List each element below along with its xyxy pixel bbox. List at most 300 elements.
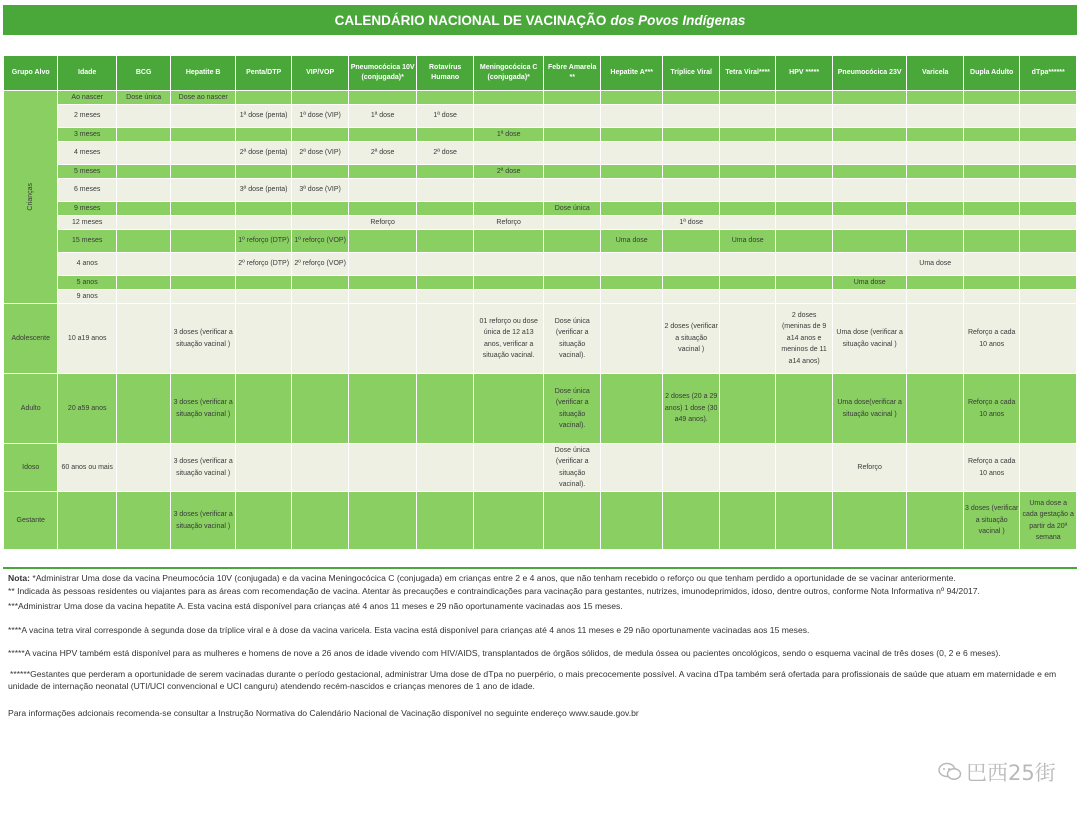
dose-cell: [348, 91, 417, 105]
age-cell: 10 a19 anos: [58, 304, 116, 374]
dose-cell: [235, 202, 291, 216]
column-header: Rotavírus Humano: [417, 56, 473, 91]
dose-cell: [235, 304, 291, 374]
dose-cell: [544, 290, 600, 304]
dose-cell: 1ª dose: [663, 216, 719, 230]
dose-cell: [907, 444, 963, 492]
table-row: [4, 304, 1077, 374]
dose-cell: [116, 290, 170, 304]
dose-cell: 3ª dose (VIP): [292, 179, 348, 202]
age-cell: 20 a59 anos: [58, 374, 116, 444]
dose-cell: [348, 290, 417, 304]
dose-cell: [544, 276, 600, 290]
dose-cell: [417, 304, 473, 374]
dose-cell: [235, 128, 291, 142]
column-header: Idade: [58, 56, 116, 91]
column-header: Penta/DTP: [235, 56, 291, 91]
dose-cell: [417, 276, 473, 290]
dose-cell: [544, 142, 600, 165]
dose-cell: [719, 253, 775, 276]
dose-cell: Uma dose: [719, 230, 775, 253]
dose-cell: [292, 492, 348, 550]
dose-cell: Reforço a cada 10 anos: [963, 444, 1019, 492]
dose-cell: 2º reforço (DTP): [235, 253, 291, 276]
group-cell: Idoso: [4, 444, 58, 492]
dose-cell: 2º reforço (VOP): [292, 253, 348, 276]
age-cell: 5 meses: [58, 165, 116, 179]
dose-cell: [963, 142, 1019, 165]
dose-cell: 2ª dose: [473, 165, 544, 179]
dose-cell: [1020, 91, 1077, 105]
dose-cell: [116, 165, 170, 179]
dose-cell: 3 doses (verificar a situação vacinal ): [171, 492, 236, 550]
dose-cell: [235, 165, 291, 179]
note-1-text: *Administrar Uma dose da vacina Pneumocócia 10V (conjugada) e da vacina Meningocócica C (conjugada) em crianças entre 2 e 4 anos, que não tenham recebido o reforço ou que tenham perdido a oportunidade de se vacinar anteriormente.: [32, 573, 956, 583]
dose-cell: [600, 216, 663, 230]
dose-cell: [1020, 142, 1077, 165]
table-row: [4, 276, 1077, 290]
dose-cell: [832, 290, 907, 304]
dose-cell: [600, 304, 663, 374]
dose-cell: Dose única (verificar a situação vacinal).: [544, 304, 600, 374]
dose-cell: [719, 374, 775, 444]
dose-cell: Dose ao nascer: [171, 91, 236, 105]
dose-cell: [292, 128, 348, 142]
dose-cell: 2 doses (meninas de 9 a14 anos e meninos de 11 a14 anos): [776, 304, 832, 374]
dose-cell: 1º reforço (DTP): [235, 230, 291, 253]
dose-cell: [963, 165, 1019, 179]
dose-cell: [907, 142, 963, 165]
watermark-text: 巴西25街: [966, 761, 1056, 785]
dose-cell: [348, 304, 417, 374]
dose-cell: 3ª dose (penta): [235, 179, 291, 202]
dose-cell: Uma dose: [600, 230, 663, 253]
dose-cell: [907, 304, 963, 374]
age-cell: [58, 492, 116, 550]
dose-cell: 2 doses (verificar a situação vacinal ): [663, 304, 719, 374]
dose-cell: [116, 444, 170, 492]
dose-cell: [348, 253, 417, 276]
dose-cell: [171, 276, 236, 290]
dose-cell: [544, 91, 600, 105]
dose-cell: [776, 216, 832, 230]
dose-cell: [116, 179, 170, 202]
dose-cell: [473, 492, 544, 550]
dose-cell: 1ª dose (penta): [235, 105, 291, 128]
dose-cell: [963, 216, 1019, 230]
dose-cell: [963, 105, 1019, 128]
dose-cell: [116, 105, 170, 128]
dose-cell: [600, 105, 663, 128]
dose-cell: Reforço a cada 10 anos: [963, 304, 1019, 374]
dose-cell: [719, 179, 775, 202]
dose-cell: [832, 253, 907, 276]
age-cell: 2 meses: [58, 105, 116, 128]
dose-cell: [963, 91, 1019, 105]
table-row: [4, 230, 1077, 253]
dose-cell: [1020, 304, 1077, 374]
dose-cell: [832, 492, 907, 550]
column-header: Febre Amarela **: [544, 56, 600, 91]
dose-cell: [832, 165, 907, 179]
dose-cell: [600, 128, 663, 142]
dose-cell: [719, 105, 775, 128]
dose-cell: Uma dose(verificar a situação vacinal ): [832, 374, 907, 444]
dose-cell: [907, 105, 963, 128]
column-header: Meningocócica C (conjugada)*: [473, 56, 544, 91]
dose-cell: [1020, 374, 1077, 444]
column-header: Hepatite B: [171, 56, 236, 91]
dose-cell: [116, 304, 170, 374]
dose-cell: [600, 374, 663, 444]
dose-cell: [719, 444, 775, 492]
dose-cell: [600, 91, 663, 105]
title-italic: dos Povos Indígenas: [610, 12, 746, 28]
watermark: [938, 757, 1056, 787]
dose-cell: [600, 444, 663, 492]
dose-cell: [348, 492, 417, 550]
title-main: CALENDÁRIO NACIONAL DE VACINAÇÃO: [334, 12, 607, 28]
dose-cell: 1ª dose: [417, 105, 473, 128]
dose-cell: [417, 290, 473, 304]
dose-cell: [417, 165, 473, 179]
dose-cell: [544, 230, 600, 253]
dose-cell: [1020, 105, 1077, 128]
note-3: ***Administrar Uma dose da vacina hepatite A. Esta vacina está disponível para crianças até 4 anos 11 meses e 29 não oportunamente vacinadas aos 15 meses.: [8, 601, 623, 611]
dose-cell: [776, 374, 832, 444]
dose-cell: [417, 128, 473, 142]
dose-cell: [663, 165, 719, 179]
dose-cell: [544, 165, 600, 179]
age-cell: Ao nascer: [58, 91, 116, 105]
dose-cell: [235, 444, 291, 492]
dose-cell: [600, 290, 663, 304]
dose-cell: [719, 304, 775, 374]
dose-cell: [171, 128, 236, 142]
group-cell: Adolescente: [4, 304, 58, 374]
dose-cell: [600, 142, 663, 165]
dose-cell: [600, 276, 663, 290]
dose-cell: [776, 492, 832, 550]
dose-cell: [600, 492, 663, 550]
table-row: [4, 179, 1077, 202]
dose-cell: [235, 290, 291, 304]
dose-cell: [235, 91, 291, 105]
column-header: VIP/VOP: [292, 56, 348, 91]
dose-cell: [171, 290, 236, 304]
dose-cell: [292, 202, 348, 216]
column-header: dTpa******: [1020, 56, 1077, 91]
dose-cell: Reforço: [473, 216, 544, 230]
dose-cell: [473, 105, 544, 128]
dose-cell: [473, 230, 544, 253]
dose-cell: 2ª dose: [417, 142, 473, 165]
dose-cell: [292, 444, 348, 492]
dose-cell: [600, 179, 663, 202]
dose-cell: [600, 202, 663, 216]
dose-cell: [963, 290, 1019, 304]
dose-cell: Dose única: [116, 91, 170, 105]
dose-cell: [776, 91, 832, 105]
dose-cell: [963, 276, 1019, 290]
dose-cell: [473, 276, 544, 290]
dose-cell: [116, 128, 170, 142]
dose-cell: 1ª dose (VIP): [292, 105, 348, 128]
dose-cell: [292, 165, 348, 179]
dose-cell: [963, 253, 1019, 276]
dose-cell: [116, 276, 170, 290]
dose-cell: [776, 444, 832, 492]
dose-cell: [663, 230, 719, 253]
dose-cell: [907, 91, 963, 105]
dose-cell: [348, 230, 417, 253]
dose-cell: [473, 179, 544, 202]
dose-cell: [832, 105, 907, 128]
dose-cell: [116, 492, 170, 550]
note-2: ** Indicada às pessoas residentes ou viajantes para as áreas com recomendação de vacina. Atentar às precauções e contraindicações para vacinação para gestantes, nutrizes, imunodeprimidos, idoso, dentre outros, conforme Nota Informativa nº 94/2017.: [8, 585, 980, 596]
dose-cell: [544, 253, 600, 276]
dose-cell: [832, 91, 907, 105]
dose-cell: [348, 179, 417, 202]
dose-cell: [116, 374, 170, 444]
dose-cell: [907, 165, 963, 179]
dose-cell: [171, 230, 236, 253]
dose-cell: Uma dose a cada gestação a partir da 20ª semana: [1020, 492, 1077, 550]
dose-cell: [116, 202, 170, 216]
dose-cell: [473, 91, 544, 105]
dose-cell: Uma dose: [907, 253, 963, 276]
dose-cell: [417, 253, 473, 276]
age-cell: 9 meses: [58, 202, 116, 216]
dose-cell: [116, 253, 170, 276]
dose-cell: 2ª dose: [348, 142, 417, 165]
dose-cell: [348, 444, 417, 492]
dose-cell: [171, 165, 236, 179]
dose-cell: [473, 374, 544, 444]
dose-cell: [1020, 290, 1077, 304]
dose-cell: [417, 179, 473, 202]
dose-cell: [600, 253, 663, 276]
age-cell: 6 meses: [58, 179, 116, 202]
dose-cell: 3 doses (verificar a situação vacinal ): [171, 304, 236, 374]
dose-cell: [719, 142, 775, 165]
dose-cell: Uma dose (verificar a situação vacinal ): [832, 304, 907, 374]
age-cell: 9 anos: [58, 290, 116, 304]
dose-cell: [473, 202, 544, 216]
dose-cell: [776, 202, 832, 216]
dose-cell: [719, 492, 775, 550]
dose-cell: [292, 216, 348, 230]
group-label: Crianças: [26, 183, 34, 211]
vaccination-table: [3, 55, 1077, 550]
group-cell: Gestante: [4, 492, 58, 550]
dose-cell: [1020, 216, 1077, 230]
table-row: [4, 374, 1077, 444]
dose-cell: [663, 202, 719, 216]
wechat-icon: [938, 761, 962, 783]
dose-cell: 1ª dose: [473, 128, 544, 142]
dose-cell: [832, 202, 907, 216]
dose-cell: [719, 202, 775, 216]
age-cell: 15 meses: [58, 230, 116, 253]
dose-cell: [663, 179, 719, 202]
dose-cell: [719, 91, 775, 105]
dose-cell: Dose única (verificar a situação vacinal).: [544, 444, 600, 492]
dose-cell: [963, 202, 1019, 216]
dose-cell: [963, 179, 1019, 202]
note-6: ******Gestantes que perderam a oportunidade de serem vacinadas durante o período gestacional, administrar Uma dose de dTpa no puerpério, o mais precocemente possível. A vacina dTpa também será ofertada para profissionais de saúde que atuam em maternidade e em unidade de internação neonatal (UTI/UCI convencional e UCI canguru) atendendo recém-nascidos e crianças menores de 1 ano de idade.: [8, 668, 1057, 691]
dose-cell: [417, 492, 473, 550]
dose-cell: [1020, 179, 1077, 202]
dose-cell: [663, 276, 719, 290]
dose-cell: [907, 492, 963, 550]
dose-cell: [544, 105, 600, 128]
dose-cell: [544, 216, 600, 230]
dose-cell: 1º reforço (VOP): [292, 230, 348, 253]
table-row: [4, 142, 1077, 165]
dose-cell: [235, 374, 291, 444]
dose-cell: 3 doses (verificar a situação vacinal ): [963, 492, 1019, 550]
dose-cell: [348, 276, 417, 290]
dose-cell: [171, 253, 236, 276]
note-1: [8, 572, 1070, 585]
table-row: [4, 91, 1077, 105]
dose-cell: [417, 444, 473, 492]
table-body: [4, 91, 1077, 550]
dose-cell: [1020, 128, 1077, 142]
table-row: [4, 202, 1077, 216]
dose-cell: [776, 142, 832, 165]
dose-cell: [116, 216, 170, 230]
dose-cell: [907, 202, 963, 216]
dose-cell: [719, 290, 775, 304]
dose-cell: [776, 276, 832, 290]
age-cell: 4 meses: [58, 142, 116, 165]
dose-cell: [417, 216, 473, 230]
dose-cell: [832, 128, 907, 142]
dose-cell: [292, 276, 348, 290]
dose-cell: [663, 105, 719, 128]
notes-section: [8, 572, 1070, 719]
dose-cell: [663, 128, 719, 142]
dose-cell: [663, 290, 719, 304]
dose-cell: [832, 216, 907, 230]
column-header: Tríplice Viral: [663, 56, 719, 91]
dose-cell: [907, 230, 963, 253]
dose-cell: [417, 91, 473, 105]
column-header: BCG: [116, 56, 170, 91]
dose-cell: [292, 304, 348, 374]
dose-cell: [1020, 444, 1077, 492]
dose-cell: [235, 276, 291, 290]
table-header-row: [4, 56, 1077, 91]
dose-cell: [1020, 253, 1077, 276]
dose-cell: [776, 290, 832, 304]
dose-cell: [719, 165, 775, 179]
age-cell: 5 anos: [58, 276, 116, 290]
page-title: [3, 5, 1077, 35]
dose-cell: Reforço a cada 10 anos: [963, 374, 1019, 444]
age-cell: 60 anos ou mais: [58, 444, 116, 492]
dose-cell: [1020, 230, 1077, 253]
dose-cell: [171, 179, 236, 202]
dose-cell: 01 reforço ou dose única de 12 a13 anos, verificar a situação vacinal.: [473, 304, 544, 374]
dose-cell: [719, 216, 775, 230]
dose-cell: [663, 444, 719, 492]
dose-cell: [544, 179, 600, 202]
dose-cell: [719, 276, 775, 290]
dose-cell: [907, 216, 963, 230]
dose-cell: [776, 165, 832, 179]
column-header: Dupla Adulto: [963, 56, 1019, 91]
dose-cell: [473, 444, 544, 492]
note-7: Para informações adcionais recomenda-se consultar a Instrução Normativa do Calendário Nacional de Vacinação disponível no seguinte endereço www.saude.gov.br: [8, 707, 639, 718]
dose-cell: [907, 276, 963, 290]
table-row: [4, 290, 1077, 304]
dose-cell: Dose única (verificar a situação vacinal).: [544, 374, 600, 444]
dose-cell: [663, 91, 719, 105]
dose-cell: [963, 230, 1019, 253]
column-header: Pneumocócica 23V: [832, 56, 907, 91]
dose-cell: [663, 253, 719, 276]
dose-cell: [776, 230, 832, 253]
table-row: [4, 444, 1077, 492]
note-label: Nota:: [8, 573, 30, 583]
dose-cell: [348, 165, 417, 179]
dose-cell: [776, 105, 832, 128]
dose-cell: 1ª dose: [348, 105, 417, 128]
dose-cell: [292, 91, 348, 105]
dose-cell: [776, 253, 832, 276]
dose-cell: [1020, 165, 1077, 179]
dose-cell: [1020, 276, 1077, 290]
divider: [3, 567, 1077, 569]
table-row: [4, 105, 1077, 128]
dose-cell: Uma dose: [832, 276, 907, 290]
column-header: Tetra Viral****: [719, 56, 775, 91]
dose-cell: [417, 202, 473, 216]
dose-cell: [544, 128, 600, 142]
dose-cell: [235, 216, 291, 230]
column-header: Hepatite A***: [600, 56, 663, 91]
dose-cell: [171, 142, 236, 165]
dose-cell: [832, 179, 907, 202]
column-header: Pneumocócica 10V (conjugada)*: [348, 56, 417, 91]
dose-cell: [907, 128, 963, 142]
dose-cell: 2 doses (20 a 29 anos) 1 dose (30 a49 anos).: [663, 374, 719, 444]
dose-cell: [292, 290, 348, 304]
dose-cell: [832, 142, 907, 165]
dose-cell: [544, 492, 600, 550]
dose-cell: [116, 142, 170, 165]
note-5: *****A vacina HPV também está disponível para as mulheres e homens de nove a 26 anos de idade vivendo com HIV/AIDS, transplantados de órgãos sólidos, de medula óssea ou pacientes oncológicos, sendo o esquema vacinal de três doses (0, 2 e 6 meses).: [8, 648, 1001, 658]
dose-cell: 3 doses (verificar a situação vacinal ): [171, 374, 236, 444]
table-row: [4, 128, 1077, 142]
dose-cell: [600, 165, 663, 179]
dose-cell: [663, 142, 719, 165]
dose-cell: [907, 374, 963, 444]
group-cell: [4, 91, 58, 304]
dose-cell: 3 doses (verificar a situação vacinal ): [171, 444, 236, 492]
dose-cell: [719, 128, 775, 142]
age-cell: 3 meses: [58, 128, 116, 142]
dose-cell: [907, 179, 963, 202]
dose-cell: [663, 492, 719, 550]
dose-cell: [171, 202, 236, 216]
dose-cell: [417, 374, 473, 444]
dose-cell: Reforço: [348, 216, 417, 230]
dose-cell: Reforço: [832, 444, 907, 492]
